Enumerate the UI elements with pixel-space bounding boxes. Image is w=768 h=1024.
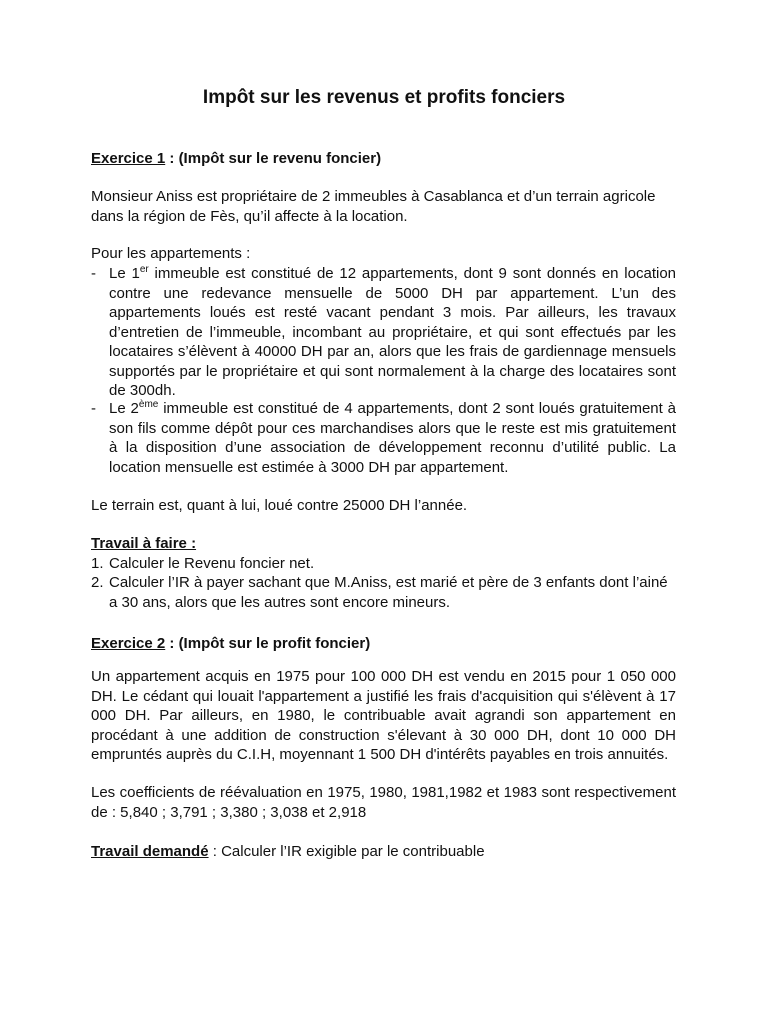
- task-1-number: 1.: [91, 555, 104, 572]
- exercise-2-label: Exercice 2: [91, 635, 166, 652]
- building-1-text: immeuble est constitué de 12 appartements, dont 9 sont donnés en location contre une redevance mensuelle de 5000 DH par appartement. L’un des appartements loués est resté vacant pendant 3 mois. Par ailleurs, les travaux d’entretien de l’immeuble, incombant au propriétaire, et qui sont effectués par les locataires s’élèvent à 40000 DH par an, alors que les frais de gardiennage mensuels supportés par le propriétaire et qui sont normalement à la charge des locataires sont de 300dh.: [109, 265, 677, 399]
- bullet-marker: -: [91, 265, 96, 282]
- building-1-text-start: Le 1: [109, 265, 140, 282]
- task-2-text: Calculer l’IR à payer sachant que M.Aniss, est marié et père de 3 enfants dont l’ainé a 30 ans, alors que les autres sont encore mineurs.: [109, 574, 668, 611]
- building-1-ordinal: er: [139, 264, 149, 275]
- task-demanded-text: : Calculer l’IR exigible par le contribuable: [208, 843, 485, 860]
- apartment-building-2-item: [91, 399, 676, 477]
- building-2-ordinal: ème: [138, 399, 159, 410]
- apartment-building-1-item: [91, 264, 676, 401]
- exercise-1-label: Exercice 1: [91, 150, 166, 167]
- task-demanded-label: Travail demandé: [91, 843, 209, 860]
- exercise-2-heading: [91, 635, 370, 652]
- task-1-text: Calculer le Revenu foncier net.: [109, 555, 315, 572]
- exercise-2-paragraph-2: Les coefficients de réévaluation en 1975, 1980, 1981,1982 et 1983 sont respectivement de : 5,840 ; 3,791 ; 3,380 ; 3,038 et 2,918: [91, 784, 676, 821]
- task-heading: Travail à faire :: [91, 535, 197, 552]
- task-item-1: [91, 554, 676, 574]
- exercise-2-paragraph-1: Un appartement acquis en 1975 pour 100 000 DH est vendu en 2015 pour 1 050 000 DH. Le cédant qui louait l'appartement a justifié les frais d'acquisition qui s'élèvent à 17 000 DH. Par ailleurs, en 1980, le contribuable avait agrandi son appartement en procédant à une addition de construction s'élevant à 30 000 DH, dont 10 000 DH empruntés auprès du C.I.H, moyennant 1 500 DH d'intérêts payables en trois annuités.: [91, 668, 676, 763]
- bullet-marker: -: [91, 400, 96, 417]
- exercise-2-subtitle: : (Impôt sur le profit foncier): [165, 635, 371, 652]
- exercise-1-subtitle: : (Impôt sur le revenu foncier): [165, 150, 382, 167]
- document-title: Impôt sur les revenus et profits fonciers: [202, 87, 566, 108]
- exercise-1-heading: [91, 150, 381, 167]
- task-2-number: 2.: [91, 574, 104, 591]
- apartments-label: Pour les appartements :: [91, 245, 251, 262]
- task-item-2: [91, 573, 676, 612]
- exercise-1-intro: Monsieur Aniss est propriétaire de 2 immeubles à Casablanca et d’un terrain agricole dans la région de Fès, qu’il affecte à la location.: [91, 188, 656, 225]
- building-2-text-start: Le 2: [109, 400, 139, 417]
- exercise-2-task: [91, 843, 485, 860]
- terrain-paragraph: Le terrain est, quant à lui, loué contre 25000 DH l’année.: [91, 497, 468, 514]
- building-2-text: immeuble est constitué de 4 appartements, dont 2 sont loués gratuitement à son fils comme dépôt pour ces marchandises alors que le reste est mis gratuitement à la disposition d’une association de développement reconnu d’utilité public. La location mensuelle est estimée à 3000 DH par appartement.: [109, 400, 677, 476]
